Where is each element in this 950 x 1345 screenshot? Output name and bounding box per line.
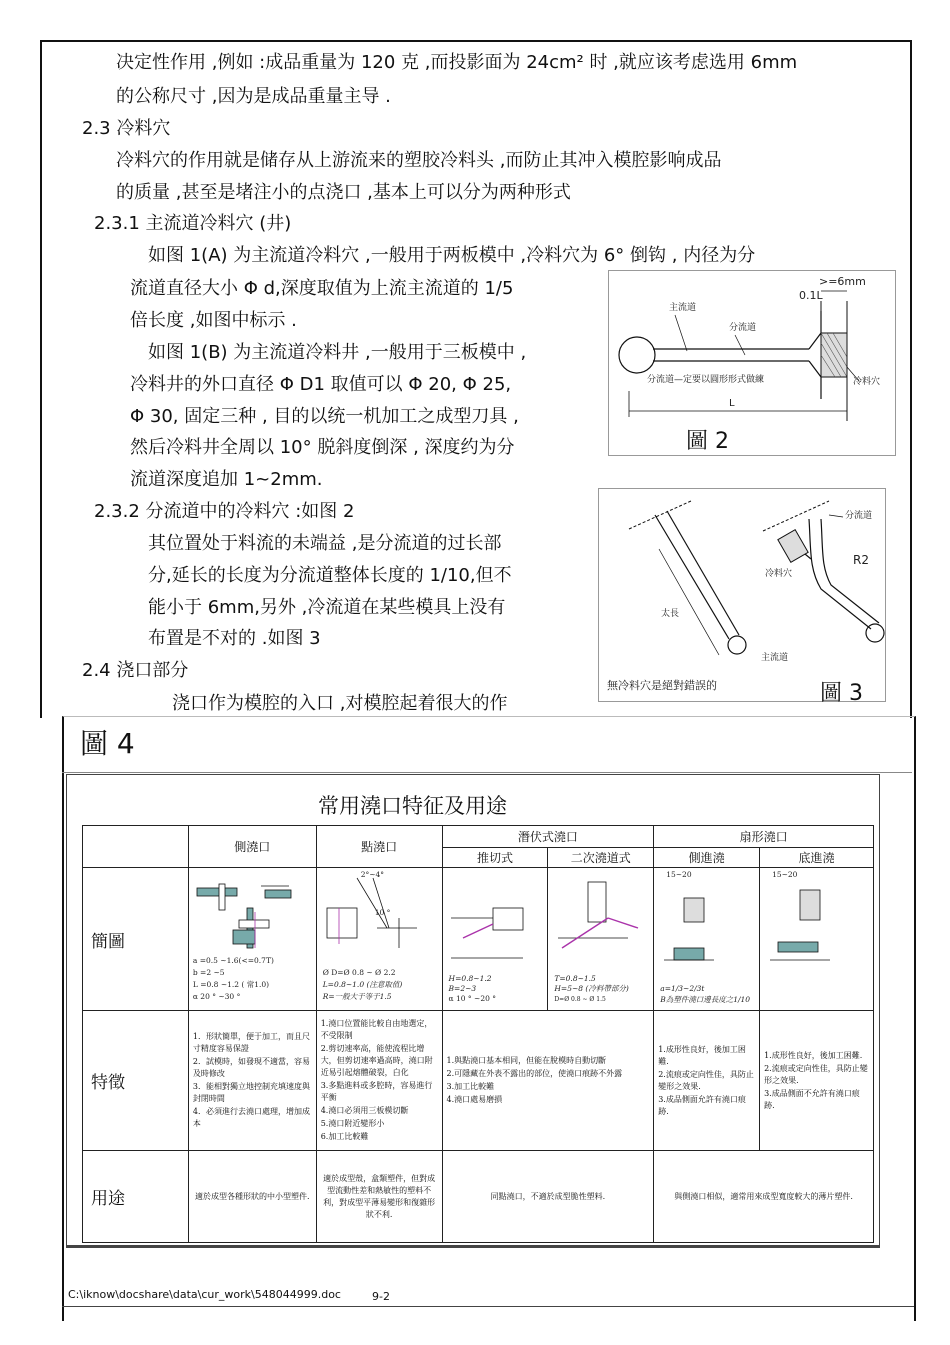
- fig2-label-note: 分流道—定要以圓形形式做練: [647, 375, 765, 385]
- figure-4-divider: [62, 772, 912, 773]
- usage-sub-gate: 同點澆口，不適於成型脆性塑料.: [442, 1151, 654, 1243]
- body-line-5: 的质量 ,甚至是堵注小的点浇口 ,基本上可以分为两种形式: [116, 182, 571, 203]
- feature-fan-bottom-1: 1.成形性良好，後加工困難.: [764, 1050, 863, 1060]
- feature-fan-bottom: [760, 1011, 874, 1151]
- feature-pin-2: 2.剪切速率高，能使流程比增大，但剪切速率過高時，澆口附近易引起熔體破裂，白化: [320, 1044, 433, 1077]
- fan-bottom-dim: 15~20: [772, 870, 798, 879]
- section-heading-2-3: 2.3 冷料穴: [82, 118, 171, 139]
- body-line-21: 浇口作为模腔的入口 ,对模腔起着很大的作: [172, 693, 508, 714]
- fig2-label-cold: 冷料穴: [853, 377, 881, 387]
- fig3-label-long: 太長: [661, 609, 680, 619]
- footer-rule: [62, 1306, 914, 1307]
- feature-pin-1: 1.澆口位置能比較自由地選定，不受限制: [320, 1019, 433, 1040]
- fig3-label-cold: 冷料穴: [765, 569, 793, 579]
- fan-side-dim: 15~20: [666, 870, 692, 879]
- sub-second-d: D=Ø 0.8 ~ Ø 1.5: [554, 996, 606, 1003]
- row-label-feature: 特徵: [83, 1011, 189, 1151]
- feature-side-2: 2．試模時，如發現不適當，容易及時修改: [192, 1057, 310, 1078]
- body-line-14: 流道深度追加 1~2mm.: [130, 469, 323, 490]
- header-blank: [83, 826, 189, 868]
- pin-gate-l: L=0.8~1.0 (注意取值): [322, 980, 403, 989]
- feature-pin-5: 5.澆口附近變形小: [320, 1119, 385, 1128]
- header-pin-gate: 點澆口: [316, 826, 442, 868]
- feature-sub-1: 1.與點澆口基本相同，但能在脫模時自動切斷: [446, 1056, 607, 1065]
- fan-side-b: B為塑件澆口邊長度之1/10: [660, 995, 751, 1004]
- body-line-10: 如图 1(B) 为主流道冷料井 ,一般用于三板模中 ,: [148, 342, 527, 363]
- body-line-13: 然后冷料井全周以 10° 脱斜度倒深 , 深度约为分: [130, 437, 515, 458]
- body-line-18: 能小于 6mm,另外 ,冷流道在某些模具上没有: [148, 597, 506, 618]
- side-gate-a: a =0.5 ~1.6(<=0.7T): [192, 956, 274, 965]
- usage-side-gate: 適於成型各種形狀的中小型塑件.: [188, 1151, 316, 1243]
- body-line-19: 布置是不对的 .如图 3: [148, 628, 321, 649]
- figure-3-drawing: [599, 489, 885, 701]
- body-line-2: 的公称尺寸 ,因为是成品重量主导 .: [116, 86, 391, 107]
- usage-fan-gate: 與側澆口相似，適常用來成型寬度較大的薄片塑件.: [654, 1151, 874, 1243]
- fig2-label-l: L: [729, 398, 735, 409]
- sketch-side-gate: [188, 868, 316, 1011]
- fig3-label-r2: R2: [853, 553, 869, 567]
- figure-2-caption: 圖 2: [686, 429, 729, 454]
- footer-path: C:\iknow\docshare\data\cur_work\548044999.doc: [68, 1288, 341, 1301]
- figure-4-caption: 圖 4: [80, 727, 135, 760]
- header-sub-gate: 潛伏式澆口: [442, 826, 654, 848]
- feature-sub-gate: [442, 1011, 654, 1151]
- feature-fan-side: [654, 1011, 760, 1151]
- pin-gate-10deg: 10 °: [374, 908, 391, 917]
- body-line-16: 其位置处于料流的未端益 ,是分流道的过长部: [148, 533, 502, 554]
- body-line-11: 冷料井的外口直径 Φ D1 取值可以 Φ 20, Φ 25,: [130, 374, 512, 395]
- body-line-12: Φ 30, 固定三种 , 目的以统一机加工之成型刀具 ,: [130, 406, 519, 427]
- body-line-1: 决定性作用 ,例如 :成品重量为 120 克 ,而投影面为 24cm² 时 ,就应该考虑选用 6mm: [116, 52, 798, 73]
- header-sub-second: 二次澆道式: [548, 848, 654, 868]
- row-label-usage: 用途: [83, 1151, 189, 1243]
- sketch-pin-gate: [316, 868, 442, 1011]
- pin-gate-r: R=一般大于等于1.5: [322, 992, 392, 1001]
- side-gate-l: L =0.8 ~1.2 ( 常1.0): [192, 980, 270, 989]
- feature-fan-side-1: 1.成形性良好，後加工困難.: [658, 1044, 746, 1066]
- feature-pin-4: 4.澆口必須用三板模切斷: [320, 1106, 409, 1115]
- figure-3: [598, 488, 886, 702]
- fig2-dim-01l: 0.1L: [799, 289, 823, 302]
- header-fan-bottom: 底進澆: [760, 848, 874, 868]
- fig3-label-main: 主流道: [761, 653, 789, 663]
- gate-table-title: 常用澆口特征及用途: [318, 794, 507, 818]
- sketch-fan-side: [654, 868, 760, 1011]
- feature-sub-3: 3.加工比較難: [446, 1082, 495, 1091]
- feature-pin-6: 6.加工比較難: [320, 1132, 369, 1141]
- pin-gate-angle: 2°~4°: [360, 870, 385, 879]
- sub-push-alpha: α 10 ° ~20 °: [448, 994, 497, 1003]
- body-line-4: 冷料穴的作用就是储存从上游流来的塑胶冷料头 ,而防止其冲入模腔影响成品: [116, 150, 722, 171]
- sketch-sub-second: [548, 868, 654, 1011]
- header-sub-push: 推切式: [442, 848, 548, 868]
- sub-push-h: H=0.8~1.2: [448, 974, 492, 983]
- figure-2: [608, 270, 896, 456]
- body-line-8: 流道直径大小 Φ d,深度取值为上流主流道的 1/5: [130, 278, 514, 299]
- fan-side-a: a=1/3~2/3t: [660, 984, 705, 993]
- feature-side-1: 1．形狀簡單，便于加工，而且尺寸精度容易保證: [192, 1032, 310, 1053]
- header-fan-gate: 扇形澆口: [654, 826, 874, 848]
- pin-gate-d: Ø D=Ø 0.8 ~ Ø 2.2: [322, 968, 396, 977]
- section-heading-2-3-2: 2.3.2 分流道中的冷料穴 :如图 2: [94, 501, 355, 522]
- sub-second-h: H=5~8 (冷料帶部分): [554, 984, 629, 993]
- figure-2-drawing: [609, 271, 895, 455]
- gate-table: [82, 825, 874, 1243]
- body-line-7: 如图 1(A) 为主流道冷料穴 ,一般用于两板模中 ,冷料穴为 6° 倒钩 , 内径为分: [148, 245, 756, 266]
- header-fan-side: 側進澆: [654, 848, 760, 868]
- section-heading-2-4: 2.4 浇口部分: [82, 660, 189, 681]
- sub-second-t: T=0.8~1.5: [554, 974, 596, 983]
- usage-pin-gate: 適於成型殼，盒類塑件，但對成型流動性差和熱敏性的塑料不利，對成型平薄易變形和復雜形狀不利.: [316, 1151, 442, 1243]
- section-heading-2-3-1: 2.3.1 主流道冷料穴 (井): [94, 213, 292, 234]
- figure-3-caption: 圖 3: [820, 681, 863, 706]
- sub-push-b: B=2~3: [448, 984, 477, 993]
- feature-sub-4: 4.澆口處易磨損: [446, 1095, 503, 1104]
- feature-fan-side-3: 3.成品側面允許有澆口痕跡.: [658, 1094, 746, 1116]
- feature-side-gate: [188, 1011, 316, 1151]
- feature-fan-side-2: 2.流痕或定向性佳，具防止變形之效果.: [658, 1069, 754, 1091]
- feature-sub-2: 2.可隱藏在外表不露出的部位，使澆口痕跡不外露: [446, 1069, 623, 1078]
- fig3-note: 無冷料穴是絕對錯誤的: [607, 679, 717, 692]
- sketch-sub-push: [442, 868, 548, 1011]
- feature-fan-bottom-2: 2.流痕或定向性佳，具防止變形之效果.: [764, 1063, 868, 1085]
- feature-pin-3: 3.多點進料或多腔時，容易進行平衡: [320, 1081, 433, 1102]
- fig3-label-runner: 分流道: [845, 511, 873, 521]
- fig2-dim-top: >=6mm: [819, 275, 866, 288]
- feature-fan-bottom-3: 3.成品側面不允許有澆口痕跡.: [764, 1088, 860, 1110]
- body-line-9: 倍长度 ,如图中标示 .: [130, 310, 297, 331]
- feature-pin-gate: [316, 1011, 442, 1151]
- feature-side-3: 3．能相對獨立地控制充填速度與封閉時間: [192, 1082, 310, 1103]
- fig2-label-runner: 分流道: [729, 323, 757, 333]
- fan-bottom-drawing: [760, 868, 874, 1010]
- side-gate-b: b =2 ~5: [192, 968, 225, 977]
- header-side-gate: 側澆口: [188, 826, 316, 868]
- side-gate-alpha: α 20 ° ~30 °: [192, 992, 241, 1001]
- sketch-fan-bottom: [760, 868, 874, 1011]
- feature-side-4: 4．必須進行去澆口處理，增加成本: [192, 1107, 310, 1128]
- body-line-17: 分,延长的长度为分流道整体长度的 1/10,但不: [148, 565, 512, 586]
- row-label-sketch: 簡圖: [83, 868, 189, 1011]
- footer-page-number: 9-2: [372, 1290, 390, 1303]
- fig2-label-main: 主流道: [669, 303, 697, 313]
